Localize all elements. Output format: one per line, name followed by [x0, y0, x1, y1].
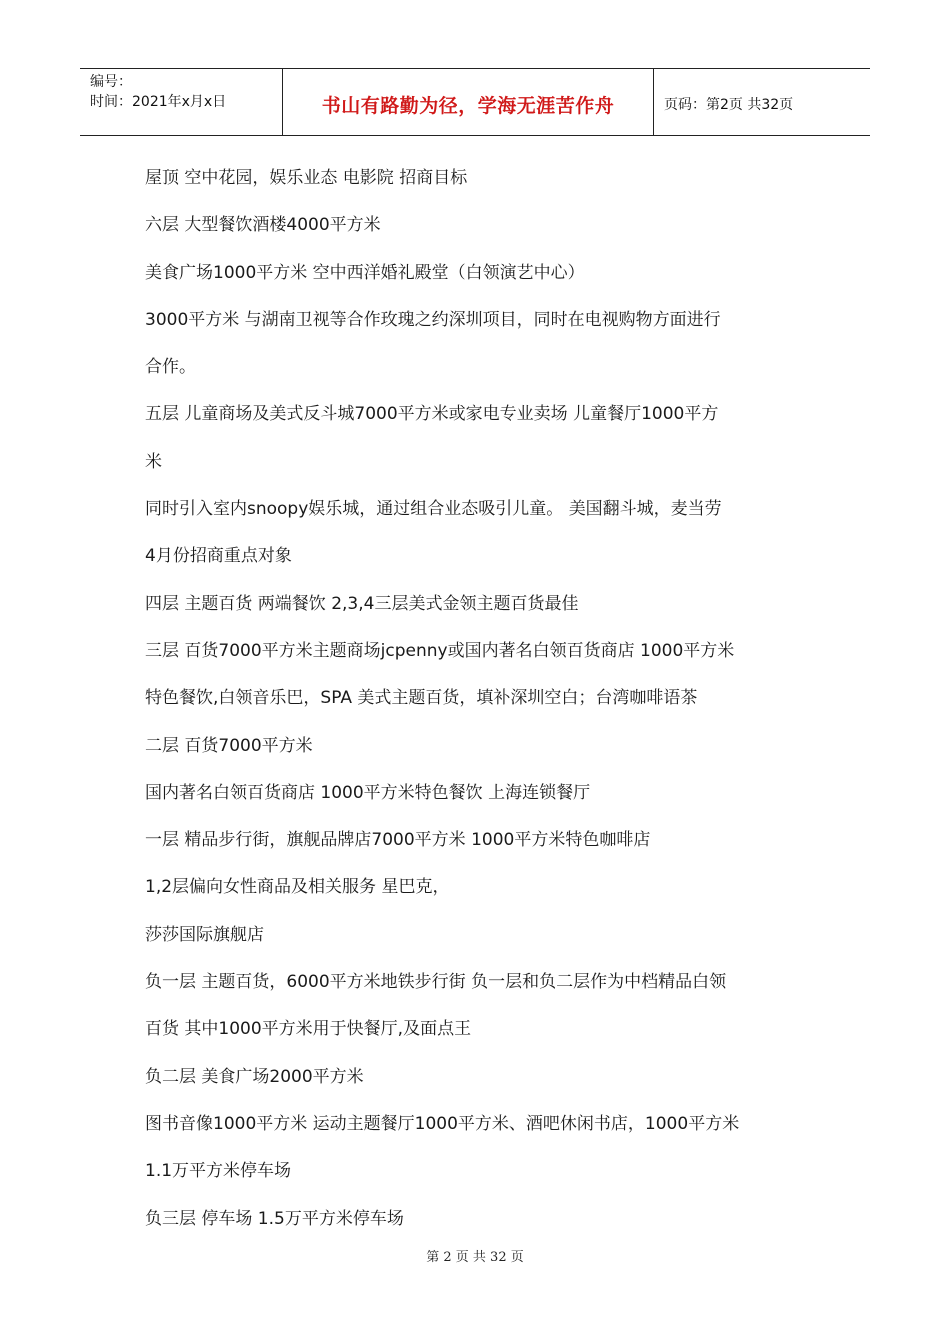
document-body	[145, 155, 825, 1243]
header-motto-cell	[282, 69, 654, 135]
body-line: 屋顶 空中花园，娱乐业态 电影院 招商目标	[145, 168, 468, 188]
body-line: 负一层 主题百货，6000平方米地铁步行街 负一层和负二层作为中档精品白领	[145, 972, 727, 993]
body-line: 4月份招商重点对象	[145, 546, 292, 567]
page-number-label: 页码：第2页 共32页	[664, 97, 794, 113]
body-line: 三层 百货7000平方米主题商场jcpenny或国内著名白领百货商店 1000平方米	[145, 640, 735, 661]
body-line: 五层 儿童商场及美式反斗城7000平方米或家电专业卖场 儿童餐厅1000平方	[145, 404, 719, 425]
body-line: 负二层 美食广场2000平方米	[145, 1066, 364, 1087]
body-line: 美食广场1000平方米 空中西洋婚礼殿堂（白领演艺中心）	[145, 262, 585, 283]
body-line: 1,2层偏向女性商品及相关服务 星巴克，	[145, 877, 450, 898]
body-line: 图书音像1000平方米 运动主题餐厅1000平方米、酒吧休闲书店，1000平方米	[145, 1113, 740, 1134]
body-line: 特色餐饮,白领音乐巴，SPA 美式主题百货，填补深圳空白；台湾咖啡语茶	[145, 688, 698, 709]
body-line: 3000平方米 与湖南卫视等合作玫瑰之约深圳项目，同时在电视购物方面进行	[145, 309, 721, 330]
body-line: 米	[145, 451, 162, 472]
page-footer: 第 2 页 共 32 页	[426, 1250, 524, 1265]
body-line: 一层 精品步行街，旗舰品牌店7000平方米 1000平方米特色咖啡店	[145, 830, 651, 851]
body-line: 四层 主题百货 两端餐饮 2,3,4三层美式金领主题百货最佳	[145, 593, 579, 614]
date-label: 时间：2021年x月x日	[90, 94, 227, 110]
body-line: 二层 百货7000平方米	[145, 735, 313, 756]
body-line: 国内著名白领百货商店 1000平方米特色餐饮 上海连锁餐厅	[145, 782, 591, 803]
header-meta-cell	[80, 69, 282, 135]
header-page-cell	[654, 69, 870, 135]
body-line: 1.1万平方米停车场	[145, 1161, 292, 1182]
page-header	[80, 68, 870, 136]
body-line: 合作。	[145, 357, 196, 378]
body-line: 负三层 停车场 1.5万平方米停车场	[145, 1208, 404, 1229]
motto-text: 书山有路勤为径，学海无涯苦作舟	[321, 95, 615, 117]
number-label: 编号：	[90, 74, 132, 90]
body-line: 同时引入室内snoopy娱乐城，通过组合业态吸引儿童。 美国翻斗城，麦当劳	[145, 499, 722, 520]
body-line: 莎莎国际旗舰店	[145, 924, 264, 945]
body-line: 百货 其中1000平方米用于快餐厅,及面点王	[145, 1019, 472, 1040]
body-line: 六层 大型餐饮酒楼4000平方米	[145, 215, 381, 236]
